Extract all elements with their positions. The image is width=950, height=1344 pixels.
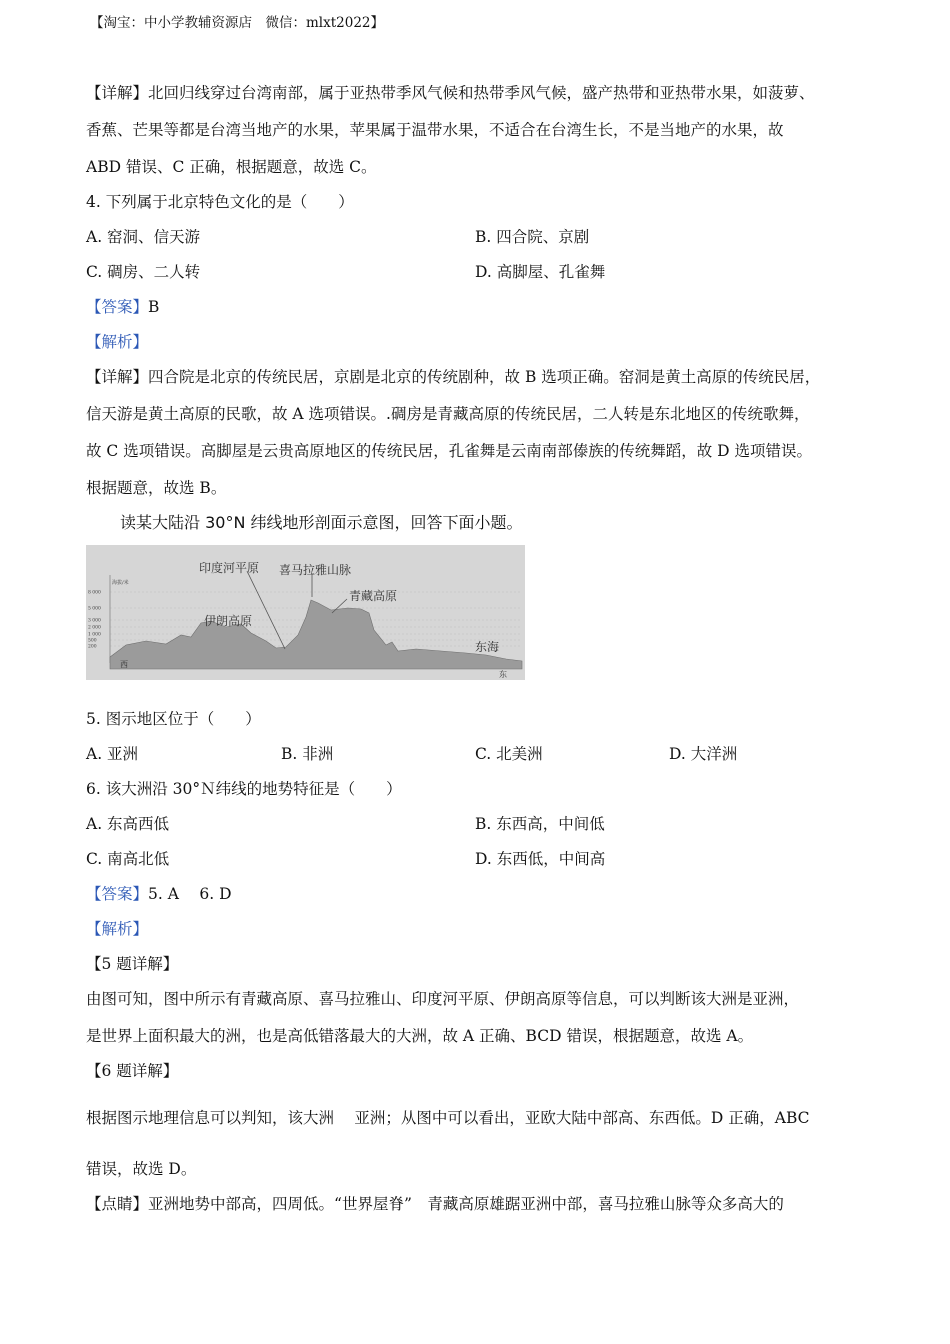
- q56-analysis-tag: 【解析】: [86, 920, 149, 938]
- q5-option-b: B. 非洲: [281, 745, 334, 763]
- y-tick-label: 500: [88, 638, 97, 644]
- q4-analysis-tag: 【解析】: [86, 333, 149, 351]
- tip-tag: 【点睛】: [86, 1195, 149, 1213]
- answer-tag: 【答案】: [86, 885, 149, 903]
- q5-detail-line-2: 是世界上面积最大的洲，也是高低错落最大的大洲，故 A 正确、BCD 错误，根据题意，故选 A。: [86, 1027, 754, 1045]
- q4-option-a: A. 窑洞、信天游: [86, 228, 201, 246]
- q4-detail-line-3: 故 C 选项错误。高脚屋是云贵高原地区的传统民居，孔雀舞是云南南部傣族的传统舞蹈，故 D 选项错误。: [86, 442, 812, 460]
- y-tick-label: 200: [88, 644, 97, 650]
- label-west: 西: [120, 660, 128, 669]
- q6-detail-line-1: 根据图示地理信息可以判知，该大洲 亚洲；从图中可以看出，亚欧大陆中部高、东西低。D 正确，ABC: [86, 1109, 810, 1127]
- q6-option-d: D. 东西低，中间高: [475, 850, 606, 868]
- q4-option-c: C. 碉房、二人转: [86, 263, 201, 281]
- label-himalaya: 喜马拉雅山脉: [279, 563, 352, 577]
- tip-text: 亚洲地势中部高，四周低。“世界屋脊” 青藏高原雄踞亚洲中部，喜马拉雅山脉等众多高大的: [148, 1195, 784, 1213]
- y-tick-label: 8 000: [88, 590, 101, 596]
- label-tibet: 青藏高原: [349, 589, 398, 603]
- q5-detail-tag: 【5 题详解】: [86, 955, 179, 973]
- tip-line: [86, 1194, 784, 1214]
- question-4-stem: 4. 下列属于北京特色文化的是（ ）: [86, 193, 354, 211]
- y-tick-label: 5 000: [88, 606, 101, 612]
- q4-option-b: B. 四合院、京剧: [475, 228, 590, 246]
- y-tick-label: 3 000: [88, 618, 101, 624]
- answer-value: 5. A 6. D: [148, 885, 232, 903]
- answer-tag: 【答案】: [86, 298, 149, 316]
- label-east-sea: 东海: [475, 640, 500, 654]
- detail-q3-line-1: [86, 83, 815, 103]
- q4-answer: [86, 297, 159, 317]
- label-indus: 印度河平原: [199, 561, 260, 575]
- detail-q3-line-3: ABD 错误、C 正确，根据题意，故选 C。: [86, 158, 377, 176]
- label-iran: 伊朗高原: [204, 614, 253, 628]
- figure-intro: 读某大陆沿 30°N 纬线地形剖面示意图，回答下面小题。: [120, 513, 523, 532]
- q4-detail-line-4: 根据题意，故选 B。: [86, 479, 227, 497]
- q4-detail-line-1: [86, 367, 820, 387]
- page-header: 【淘宝：中小学教辅资源店 微信：mlxt2022】: [90, 15, 385, 31]
- y-tick-label: 2 000: [88, 625, 101, 631]
- q4-option-d: D. 高脚屋、孔雀舞: [475, 263, 606, 281]
- q4-detail-line-2: 信天游是黄土高原的民歌，故 A 选项错误。.碉房是青藏高原的传统民居，二人转是东北地区的传统歌舞，: [86, 405, 810, 423]
- y-tick-label: 1 000: [88, 632, 101, 638]
- label-east: 东: [499, 670, 507, 679]
- q5-option-a: A. 亚洲: [86, 745, 139, 763]
- detail-q3-line-2: 香蕉、芒果等都是台湾当地产的水果，苹果属于温带水果，不适合在台湾生长，不是当地产的水果，故: [86, 121, 784, 139]
- q56-answer: [86, 884, 232, 904]
- q5-option-d: D. 大洋洲: [669, 745, 738, 763]
- q6-option-a: A. 东高西低: [86, 815, 170, 833]
- q5-option-c: C. 北美洲: [475, 745, 543, 763]
- q5-detail-line-1: 由图可知，图中所示有青藏高原、喜马拉雅山、印度河平原、伊朗高原等信息，可以判断该大洲是亚洲，: [86, 990, 800, 1008]
- detail-text: 四合院是北京的传统民居，京剧是北京的传统剧种，故 B 选项正确。窑洞是黄土高原的传统民居，: [148, 368, 821, 386]
- q6-option-b: B. 东西高，中间低: [475, 815, 605, 833]
- detail-text: 北回归线穿过台湾南部，属于亚热带季风气候和热带季风气候，盛产热带和亚热带水果，如菠萝、: [148, 84, 815, 102]
- detail-tag: 【详解】: [86, 84, 149, 102]
- terrain-profile-figure: [86, 545, 525, 680]
- q6-option-c: C. 南高北低: [86, 850, 170, 868]
- q6-detail-line-2: 错误，故选 D。: [86, 1160, 197, 1178]
- q6-detail-tag: 【6 题详解】: [86, 1062, 179, 1080]
- question-5-stem: 5. 图示地区位于（ ）: [86, 710, 261, 728]
- label-axis-unit: 海拔/米: [112, 580, 129, 586]
- detail-tag: 【详解】: [86, 368, 149, 386]
- question-6-stem: 6. 该大洲沿 30°Ｎ纬线的地势特征是（ ）: [86, 780, 402, 798]
- answer-value: B: [148, 298, 160, 316]
